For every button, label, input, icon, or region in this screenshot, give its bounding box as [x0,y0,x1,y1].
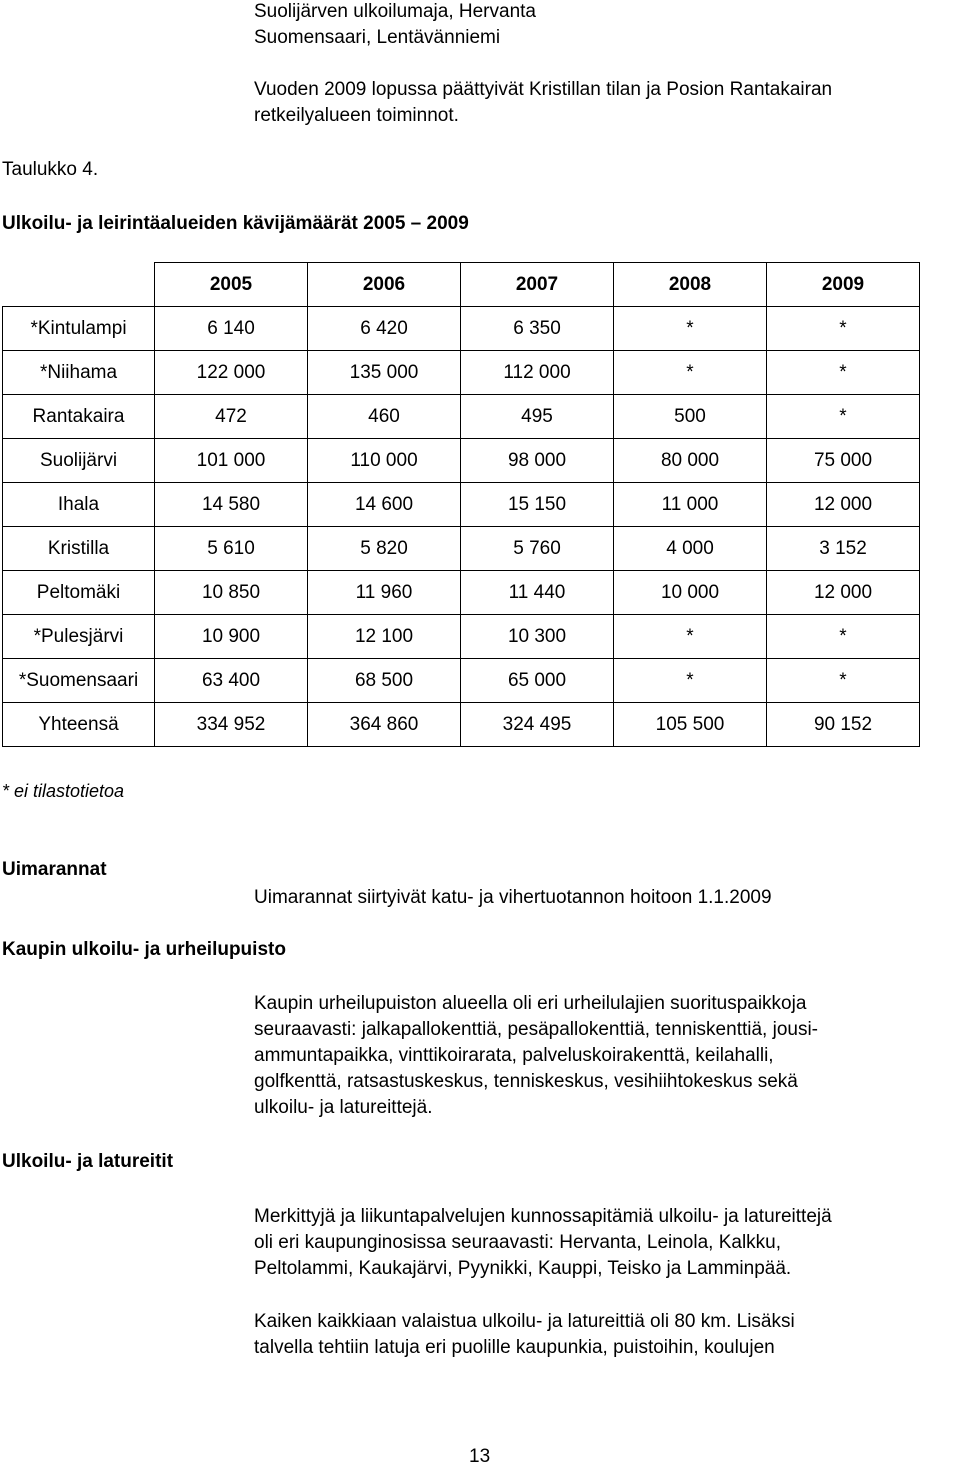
table-cell: 460 [308,395,461,439]
table-cell: 10 900 [155,615,308,659]
row-name: Ihala [3,483,155,527]
latureitit-line: Peltolammi, Kaukajärvi, Pyynikki, Kauppi, Teisko ja Lamminpää. [254,1258,792,1279]
table-cell: 6 420 [308,307,461,351]
header-2009: 2009 [767,263,920,307]
table-header-row [3,263,920,307]
table-cell: 68 500 [308,659,461,703]
table-row [3,483,920,527]
header-2005: 2005 [155,263,308,307]
table-cell: * [767,395,920,439]
heading-latureitit: Ulkoilu- ja latureitit [2,1151,174,1172]
row-name: Peltomäki [3,571,155,615]
table-cell: 75 000 [767,439,920,483]
table-cell: 5 610 [155,527,308,571]
table-cell: 112 000 [461,351,614,395]
table-label: Taulukko 4. [2,159,99,180]
kaupin-line: seuraavasti: jalkapallokenttiä, pesäpallokenttiä, tenniskenttiä, jousi- [254,1019,818,1040]
table-cell: 12 000 [767,571,920,615]
row-name: *Pulesjärvi [3,615,155,659]
intro-note-line-2: retkeilyalueen toiminnot. [254,105,459,126]
table-cell: 12 100 [308,615,461,659]
table-cell: 3 152 [767,527,920,571]
table-cell: 90 152 [767,703,920,747]
table-row [3,351,920,395]
row-name: Kristilla [3,527,155,571]
latureitit-line: Kaiken kaikkiaan valaistua ulkoilu- ja latureittiä oli 80 km. Lisäksi [254,1311,795,1332]
table-cell: 10 000 [614,571,767,615]
table-cell: 12 000 [767,483,920,527]
table-cell: * [767,351,920,395]
table-cell: 14 600 [308,483,461,527]
table-cell: 6 140 [155,307,308,351]
table-cell: 324 495 [461,703,614,747]
table-cell: 11 960 [308,571,461,615]
table-cell: * [614,659,767,703]
table-cell: 63 400 [155,659,308,703]
row-name: *Kintulampi [3,307,155,351]
table-cell: 5 760 [461,527,614,571]
table-cell: * [767,615,920,659]
table-cell: 110 000 [308,439,461,483]
table-cell: 135 000 [308,351,461,395]
table-row [3,395,920,439]
table-cell: 334 952 [155,703,308,747]
table-cell: 6 350 [461,307,614,351]
table-footnote: * ei tilastotietoa [2,781,125,801]
table-cell: 10 850 [155,571,308,615]
row-name: Suolijärvi [3,439,155,483]
header-2007: 2007 [461,263,614,307]
intro-line-2: Suomensaari, Lentävänniemi [254,27,501,48]
header-2008: 2008 [614,263,767,307]
table-cell: 98 000 [461,439,614,483]
table-cell: * [614,307,767,351]
table-cell: * [614,615,767,659]
table-cell: 472 [155,395,308,439]
heading-kaupin: Kaupin ulkoilu- ja urheilupuisto [2,939,286,960]
kaupin-line: golfkenttä, ratsastuskeskus, tenniskeskus, vesihiihtokeskus sekä [254,1071,798,1092]
row-name: *Niihama [3,351,155,395]
header-2006: 2006 [308,263,461,307]
table-cell: 495 [461,395,614,439]
table-row [3,659,920,703]
latureitit-line: Merkittyjä ja liikuntapalvelujen kunnossapitämiä ulkoilu- ja latureittejä [254,1206,832,1227]
uimarannat-text: Uimarannat siirtyivät katu- ja vihertuotannon hoitoon 1.1.2009 [254,887,772,908]
page-number: 13 [469,1446,491,1467]
table-cell: 11 440 [461,571,614,615]
table-cell: 11 000 [614,483,767,527]
table-cell: 10 300 [461,615,614,659]
intro-line-1: Suolijärven ulkoilumaja, Hervanta [254,1,536,22]
table-cell: 4 000 [614,527,767,571]
kaupin-line: ammuntapaikka, vinttikoirarata, palveluskoirakenttä, keilahalli, [254,1045,774,1066]
latureitit-line: oli eri kaupunginosissa seuraavasti: Hervanta, Leinola, Kalkku, [254,1232,782,1253]
table-row [3,527,920,571]
table-cell: 14 580 [155,483,308,527]
table-cell: 122 000 [155,351,308,395]
table-cell: 364 860 [308,703,461,747]
table-corner-cell [3,263,155,307]
table-row [3,615,920,659]
table-cell: 105 500 [614,703,767,747]
table-row [3,307,920,351]
latureitit-line: talvella tehtiin latuja eri puolille kaupunkia, puistoihin, koulujen [254,1337,775,1358]
table-cell: 5 820 [308,527,461,571]
kaupin-line: Kaupin urheilupuiston alueella oli eri urheilulajien suorituspaikkoja [254,993,807,1014]
row-name: Rantakaira [3,395,155,439]
table-title: Ulkoilu- ja leirintäalueiden kävijämäärät 2005 – 2009 [2,213,469,234]
heading-uimarannat: Uimarannat [2,859,107,880]
kaupin-line: ulkoilu- ja latureittejä. [254,1097,433,1118]
intro-note-line-1: Vuoden 2009 lopussa päättyivät Kristillan tilan ja Posion Rantakairan [254,79,833,100]
table-cell: 65 000 [461,659,614,703]
table-total-row [3,703,920,747]
table-cell: * [614,351,767,395]
table-cell: 500 [614,395,767,439]
row-name: *Suomensaari [3,659,155,703]
table-row [3,439,920,483]
table-cell: 15 150 [461,483,614,527]
table-cell: 80 000 [614,439,767,483]
table-row [3,571,920,615]
table-cell: 101 000 [155,439,308,483]
visitor-table [2,262,920,747]
table-cell: * [767,307,920,351]
row-name: Yhteensä [3,703,155,747]
table-cell: * [767,659,920,703]
